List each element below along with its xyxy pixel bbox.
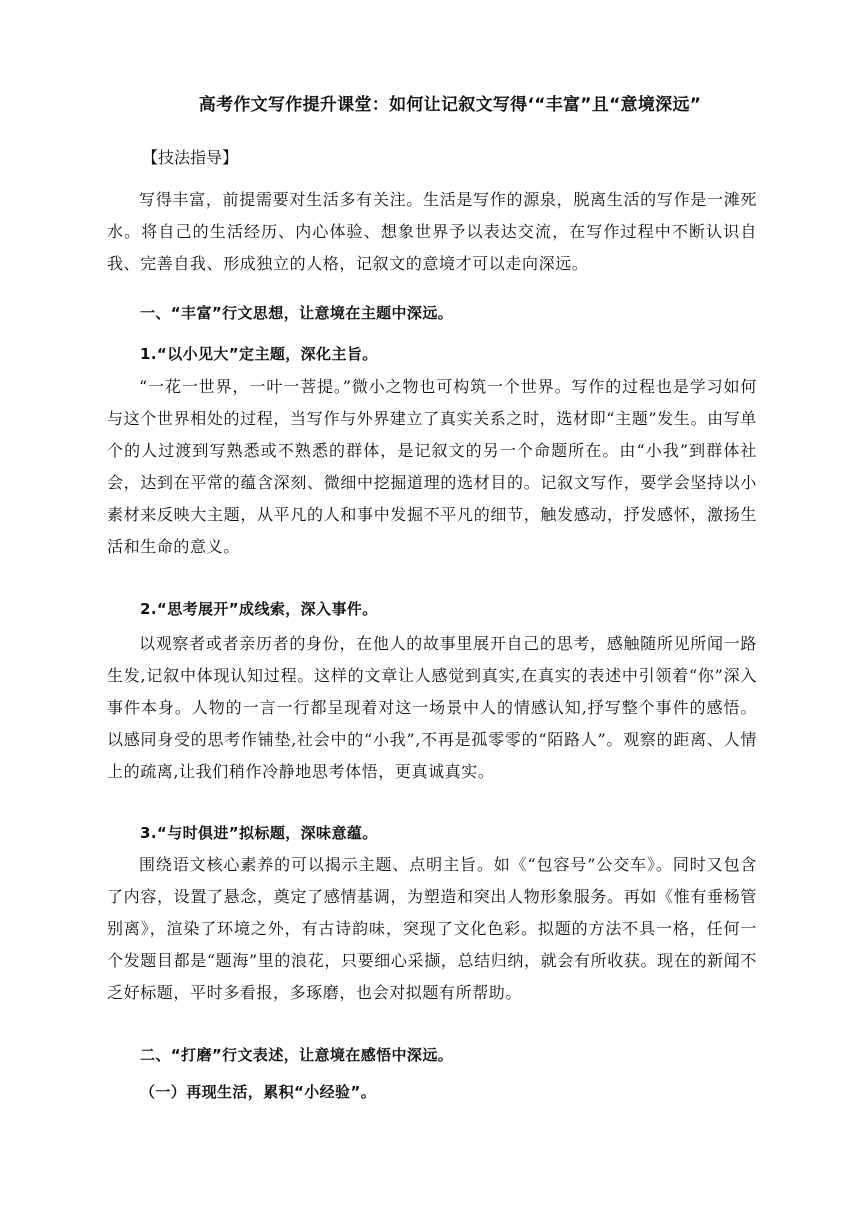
paragraph-3: 围绕语文核心素养的可以揭示主题、点明主旨。如《“包容号”公交车》。同时又包含了内容，设置了悬念，奠定了感情基调，为塑造和突出人物形象服务。再如《惟有垂杨管别离》，渲染了环境之外，有古诗韵味，突现了文化色彩。拟题的方法不具一格，任何一个发题目都是“题海”里的浪花，只要细心采撷，总结归纳，就会有所收获。现在的新闻不乏好标题，平时多看报，多琢磨，也会对拟题有所帮助。 bbox=[107, 855, 757, 1002]
heading-one: 一、“丰富”行文思想，让意境在主题中深远。 bbox=[140, 304, 454, 322]
subheading-3: 3.“与时俱进”拟标题，深味意蕴。 bbox=[140, 824, 378, 842]
subheading-1: 1.“以小见大”定主题，深化主旨。 bbox=[140, 345, 378, 363]
section-tag: 【技法指导】 bbox=[142, 148, 239, 167]
intro-paragraph: 写得丰富，前提需要对生活多有关注。生活是写作的源泉，脱离生活的写作是一滩死水。将自己的生活经历、内心体验、想象世界予以表达交流，在写作过程中不断认识自我、完善自我、形成独立的人格，记叙文的意境才可以走向深远。 bbox=[107, 190, 757, 273]
document-title: 高考作文写作提升课堂：如何让记叙文写得‘“丰富”且“意境深远” bbox=[198, 95, 702, 115]
subheading-2-1: （一）再现生活，累积“小经验”。 bbox=[140, 1083, 377, 1101]
heading-two: 二、“打磨”行文表述，让意境在感悟中深远。 bbox=[140, 1046, 454, 1064]
paragraph-1: “一花一世界，一叶一菩提。”微小之物也可构筑一个世界。写作的过程也是学习如何与这个世界相处的过程，当写作与外界建立了真实关系之时，选材即“主题”发生。由写单个的人过渡到写熟悉或不熟悉的群体，是记叙文的另一个命题所在。由“小我”到群体社会，达到在平常的蕴含深刻、微细中挖掘道理的选材目的。记叙文写作，要学会坚持以小素材来反映大主题，从平凡的人和事中发掘不平凡的细节，触发感动，抒发感怀，激扬生活和生命的意义。 bbox=[107, 377, 757, 556]
paragraph-2: 以观察者或者亲历者的身份，在他人的故事里展开自己的思考，感触随所见所闻一路生发,记叙中体现认知过程。这样的文章让人感觉到真实,在真实的表述中引领着“你”深入事件本身。人物的一言一行都呈现着对这一场景中人的情感认知,抒写整个事件的感悟。以感同身受的思考作铺垫,社会中的“小我”,不再是孤零零的“陌路人”。观察的距离、人情上的疏离,让我们稍作冷静地思考体悟，更真诚真实。 bbox=[107, 634, 757, 781]
subheading-2: 2.“思考展开”成线索，深入事件。 bbox=[140, 600, 378, 618]
